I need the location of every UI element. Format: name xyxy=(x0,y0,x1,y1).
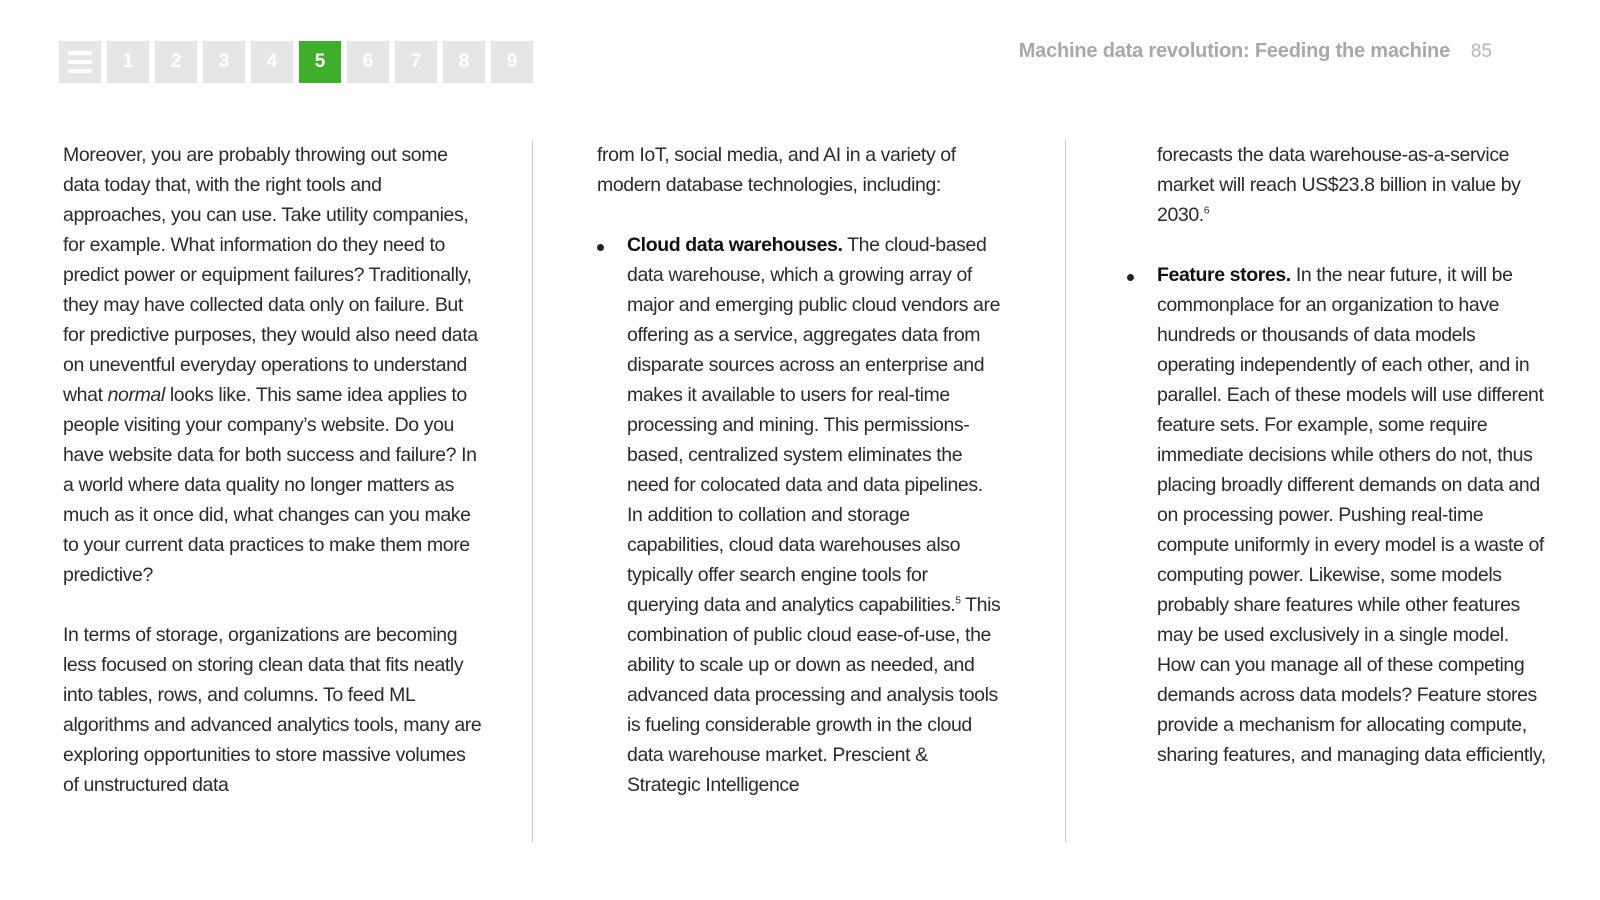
page-number: 85 xyxy=(1470,41,1492,62)
paragraph-text: Moreover, you are probably throwing out some data today that, with the right tools and approaches, you can use. Take utility companies, for example. What information do they need to predict power or equipment failures? Traditionally, they may have collected data only on failure. But for predictive purposes, they would also need data on uneventful everyday operations to understand what xyxy=(63,144,478,406)
bullet-item-feature-stores xyxy=(1127,260,1547,770)
bullet-icon xyxy=(597,244,604,251)
menu-button[interactable] xyxy=(59,41,101,83)
footnote-ref[interactable]: 6 xyxy=(1203,205,1209,217)
page-button-6[interactable]: 6 xyxy=(347,41,389,83)
page-button-3[interactable]: 3 xyxy=(203,41,245,83)
page-button-9[interactable]: 9 xyxy=(491,41,533,83)
hamburger-menu-icon xyxy=(68,51,92,73)
document-title: Machine data revolution: Feeding the machine xyxy=(1018,40,1450,62)
text-column-3 xyxy=(1127,140,1547,770)
bullet-icon xyxy=(1127,274,1134,281)
page-button-2[interactable]: 2 xyxy=(155,41,197,83)
page-button-4[interactable]: 4 xyxy=(251,41,293,83)
emphasis-text: normal xyxy=(107,384,165,406)
paragraph-text: forecasts the data warehouse-as-a-service market will reach US$23.8 billion in value by 2030. xyxy=(1157,144,1521,226)
text-column-1 xyxy=(63,140,483,800)
bullet-text: This combination of public cloud ease-of-use, the ability to scale up or down as needed, and advanced data processing and analysis tools is fueling considerable growth in the cloud data warehouse market. Prescient & Strategic Intelligence xyxy=(627,594,1001,796)
page-button-1[interactable]: 1 xyxy=(107,41,149,83)
paragraph-text: looks like. This same idea applies to people visiting your company’s website. Do you have website data for both success and failure? In a world where data quality no longer matters as much as it once did, what changes can you make to your current data practices to make them more predictive? xyxy=(63,384,477,586)
column-divider xyxy=(1065,140,1066,842)
footnote-ref[interactable]: 5 xyxy=(955,595,961,607)
paragraph xyxy=(1127,140,1547,230)
paragraph: In terms of storage, organizations are becoming less focused on storing clean data that fits neatly into tables, rows, and columns. To feed ML algorithms and advanced analytics tools, many are exploring opportunities to store massive volumes of unstructured data xyxy=(63,624,482,796)
paragraph xyxy=(63,140,483,590)
text-column-2 xyxy=(597,140,1002,800)
bullet-title: Cloud data warehouses. xyxy=(627,234,843,256)
bullet-title: Feature stores. xyxy=(1157,264,1291,286)
bullet-text: In the near future, it will be commonplace for an organization to have hundreds or thousands of data models operating independently of each other, and in parallel. Each of these models will use different feature sets. For example, some require immediate decisions while others do not, thus placing broadly different demands on data and on processing power. Pushing real-time compute uniformly in every model is a waste of computing power. Likewise, some models probably share features while other features may be used exclusively in a single model. How can you manage all of these competing demands across data models? Feature stores provide a mechanism for allocating compute, sharing features, and managing data efficiently, xyxy=(1157,264,1546,766)
bullet-text: The cloud-based data warehouse, which a growing array of major and emerging public cloud vendors are offering as a service, aggregates data from disparate sources across an enterprise and makes it available to users for real-time processing and mining. This permissions-based, centralized system eliminates the need for colocated data and data pipelines. In addition to collation and storage capabilities, cloud data warehouses also typically offer search engine tools for querying data and analytics capabilities. xyxy=(627,234,1001,616)
bullet-item-cloud-data-warehouses xyxy=(597,230,1002,800)
page-button-5-active[interactable]: 5 xyxy=(299,41,341,83)
page-button-8[interactable]: 8 xyxy=(443,41,485,83)
paragraph: from IoT, social media, and AI in a variety of modern database technologies, including: xyxy=(597,144,956,196)
page-navigation xyxy=(59,41,533,83)
page-button-7[interactable]: 7 xyxy=(395,41,437,83)
column-divider xyxy=(532,140,533,842)
